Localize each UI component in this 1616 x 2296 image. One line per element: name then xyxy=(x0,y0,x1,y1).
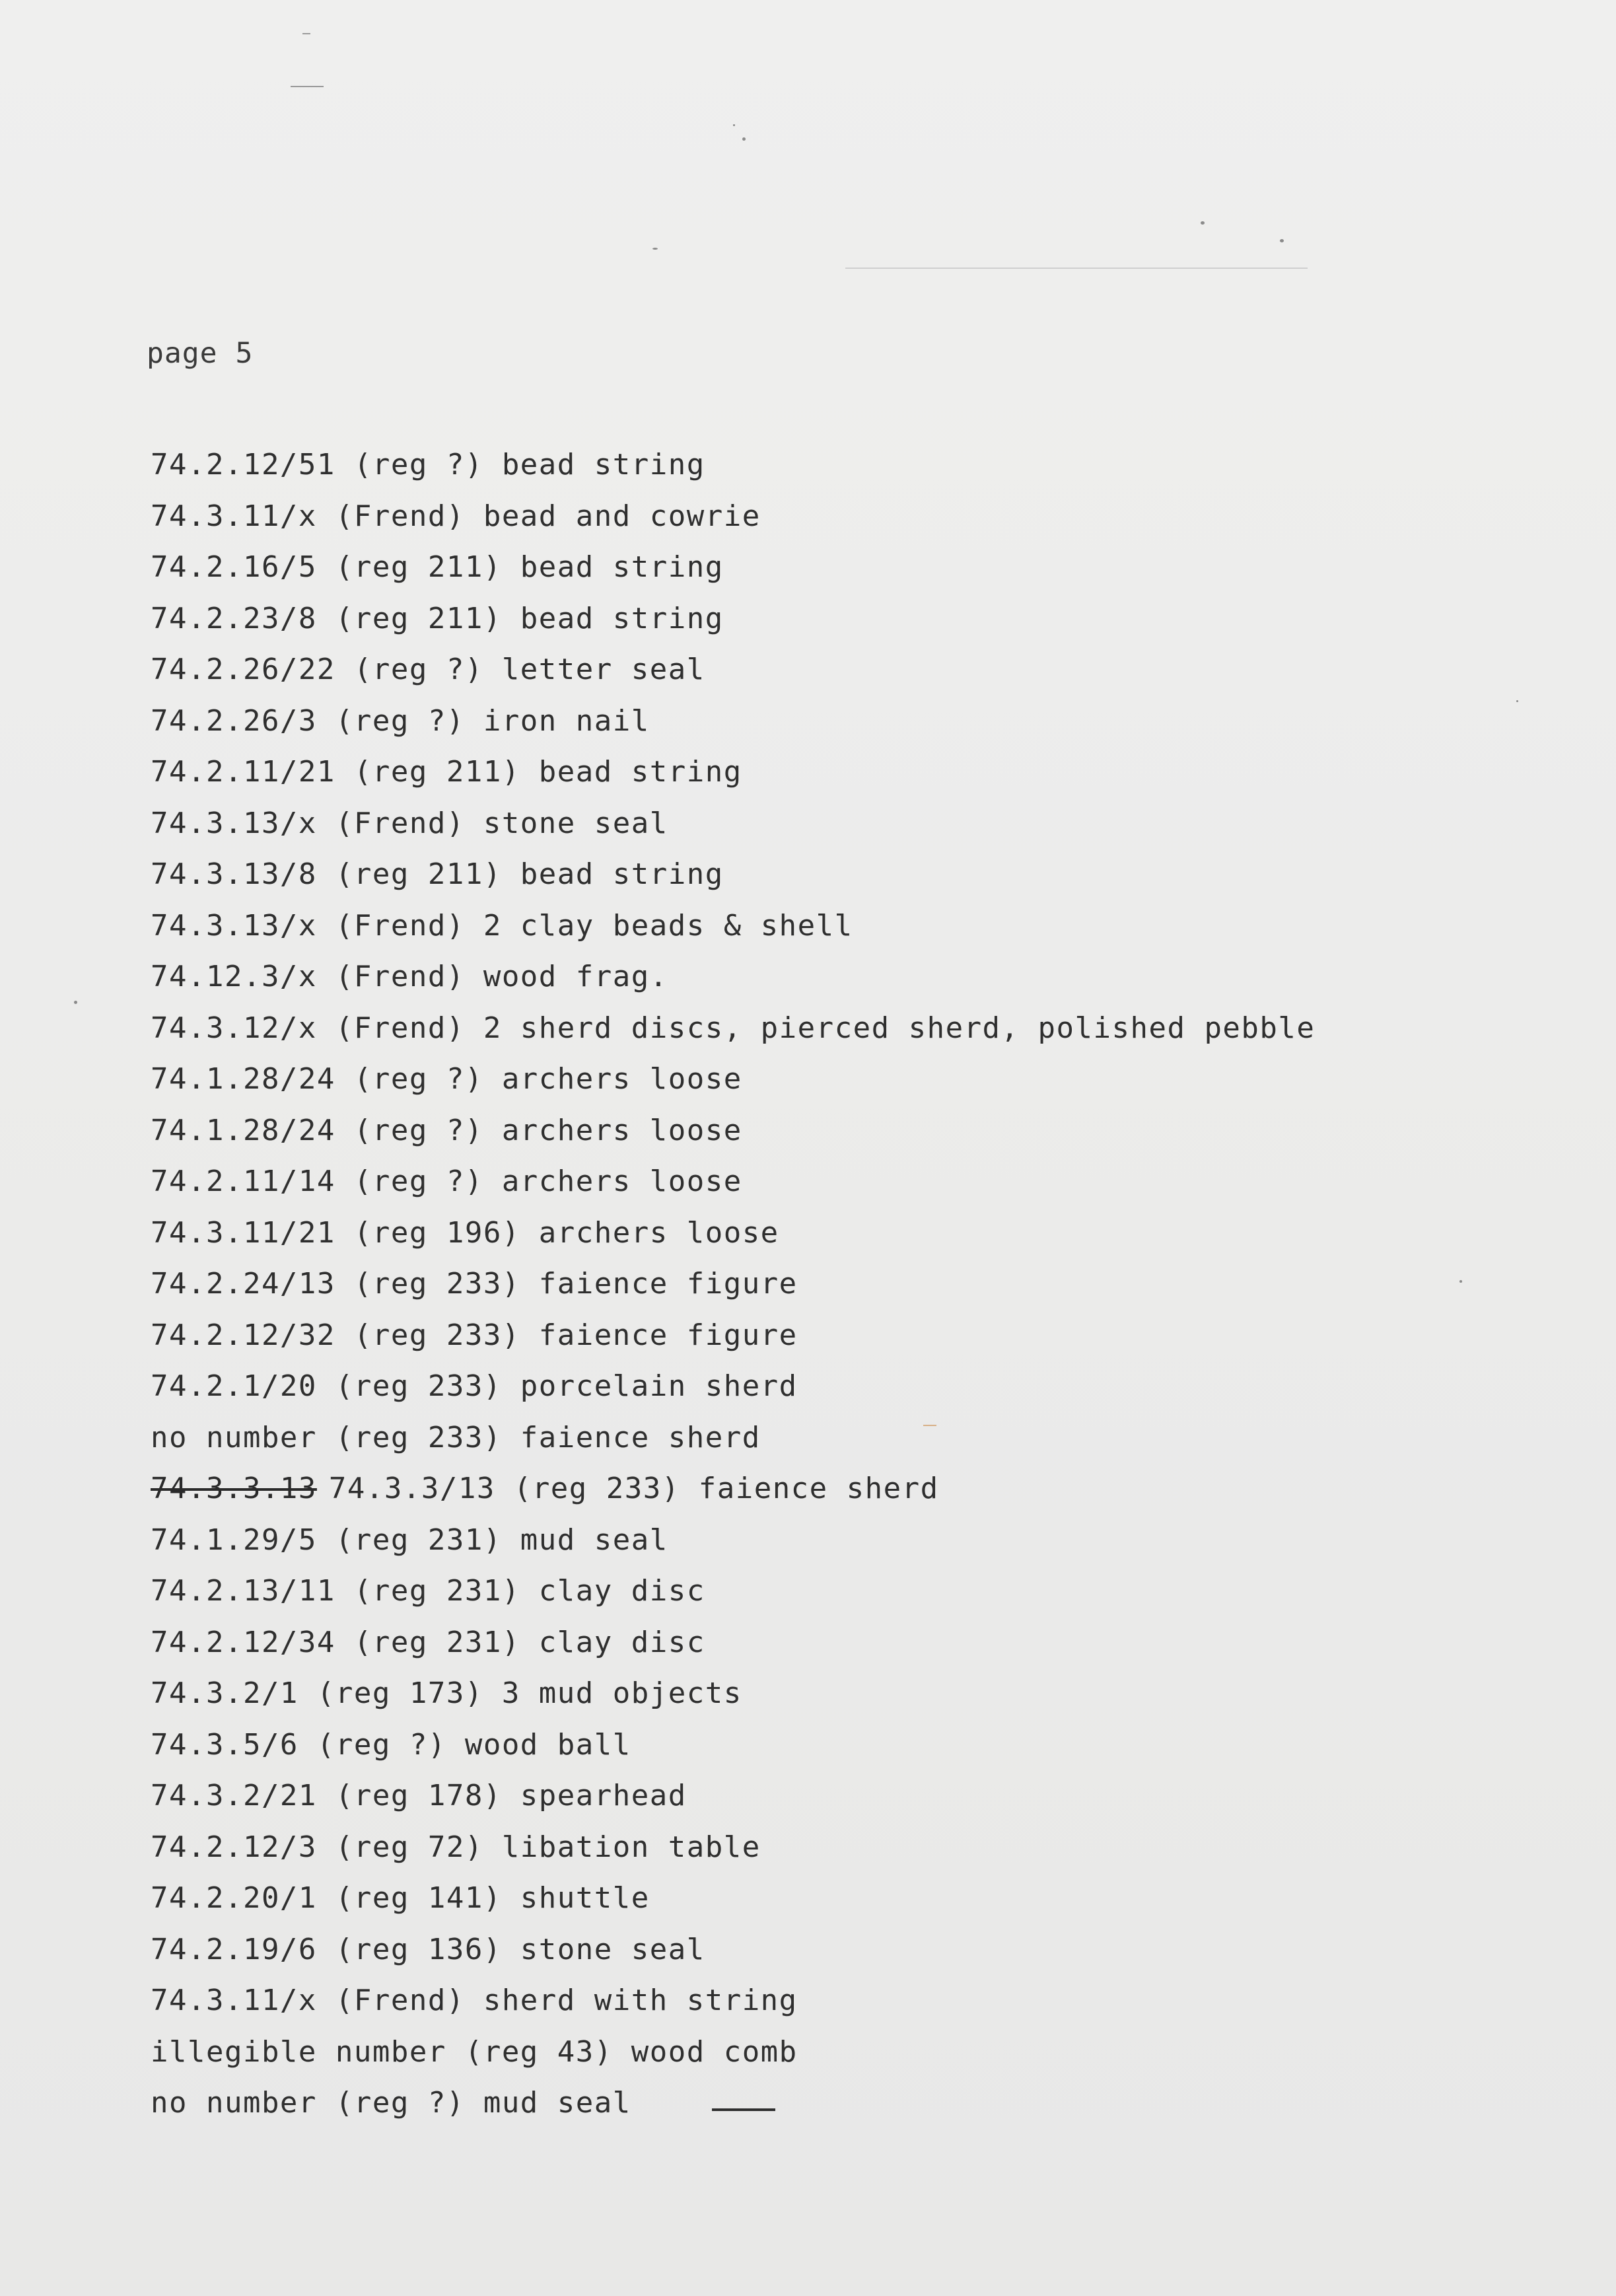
list-item: no number (reg ?) mud seal xyxy=(151,2086,631,2120)
struck-out-text: 74.3.3.13 xyxy=(151,1472,317,1505)
list-item: 74.2.12/34 (reg 231) clay disc xyxy=(151,1625,705,1659)
list-item: 74.2.19/6 (reg 136) stone seal xyxy=(151,1932,705,1966)
list-item: 74.1.28/24 (reg ?) archers loose xyxy=(151,1062,742,1096)
paper-speck xyxy=(733,124,735,126)
list-item: 74.2.13/11 (reg 231) clay disc xyxy=(151,1574,705,1608)
paper-speck xyxy=(1459,1280,1462,1283)
list-item: 74.2.12/51 (reg ?) bead string xyxy=(151,448,705,482)
paper-speck xyxy=(742,137,746,141)
list-item: 74.3.11/x (Frend) sherd with string xyxy=(151,1984,798,2017)
list-item: 74.2.1/20 (reg 233) porcelain sherd xyxy=(151,1369,798,1403)
list-item: illegible number (reg 43) wood comb xyxy=(151,2034,798,2069)
list-item: 74.3.11/21 (reg 196) archers loose xyxy=(151,1215,779,1250)
list-item: 74.2.11/21 (reg 211) bead string xyxy=(151,755,742,789)
list-item: no number (reg 233) faience sherd xyxy=(151,1420,761,1454)
list-item: 74.2.26/3 (reg ?) iron nail xyxy=(151,703,650,738)
list-item: 74.2.24/13 (reg 233) faience figure xyxy=(151,1267,798,1301)
list-item: 74.3.2/21 (reg 178) spearhead xyxy=(151,1779,687,1812)
list-item: 74.1.29/5 (reg 231) mud seal xyxy=(151,1523,668,1557)
paper-mark xyxy=(845,268,1308,269)
paper-speck xyxy=(1516,700,1518,702)
list-item: 74.3.3.13 74.3.3/13 (reg 233) faience sherd xyxy=(151,1472,939,1505)
list-item: 74.3.5/6 (reg ?) wood ball xyxy=(151,1727,631,1762)
list-item: 74.2.12/32 (reg 233) faience figure xyxy=(151,1318,798,1352)
paper-mark xyxy=(302,33,310,34)
paper-mark xyxy=(291,86,324,87)
page-number: page 5 xyxy=(147,337,254,370)
list-item: 74.2.11/14 (reg ?) archers loose xyxy=(151,1165,742,1198)
list-item: 74.1.28/24 (reg ?) archers loose xyxy=(151,1113,742,1147)
list-item: 74.3.13/x (Frend) 2 clay beads & shell xyxy=(151,908,853,943)
paper-speck xyxy=(74,1001,77,1004)
list-item: 74.12.3/x (Frend) wood frag. xyxy=(151,960,668,993)
list-item: 74.2.16/5 (reg 211) bead string xyxy=(151,550,724,584)
list-item: 74.3.11/x (Frend) bead and cowrie xyxy=(151,499,761,533)
end-of-list-rule xyxy=(712,2108,775,2111)
paper-speck xyxy=(652,248,658,250)
list-item: 74.3.13/8 (reg 211) bead string xyxy=(151,857,724,891)
list-item: 74.3.13/x (Frend) stone seal xyxy=(151,806,668,840)
list-item: 74.2.23/8 (reg 211) bead string xyxy=(151,601,724,635)
list-item: 74.2.20/1 (reg 141) shuttle xyxy=(151,1881,650,1915)
inventory-list xyxy=(151,439,1315,2129)
list-item: 74.2.12/3 (reg 72) libation table xyxy=(151,1830,761,1864)
list-item: 74.3.2/1 (reg 173) 3 mud objects xyxy=(151,1676,742,1710)
paper-speck xyxy=(1280,239,1284,242)
list-item: 74.3.12/x (Frend) 2 sherd discs, pierced sherd, polished pebble xyxy=(151,1011,1316,1045)
list-item: 74.2.26/22 (reg ?) letter seal xyxy=(151,653,705,686)
paper-speck xyxy=(1201,221,1205,225)
